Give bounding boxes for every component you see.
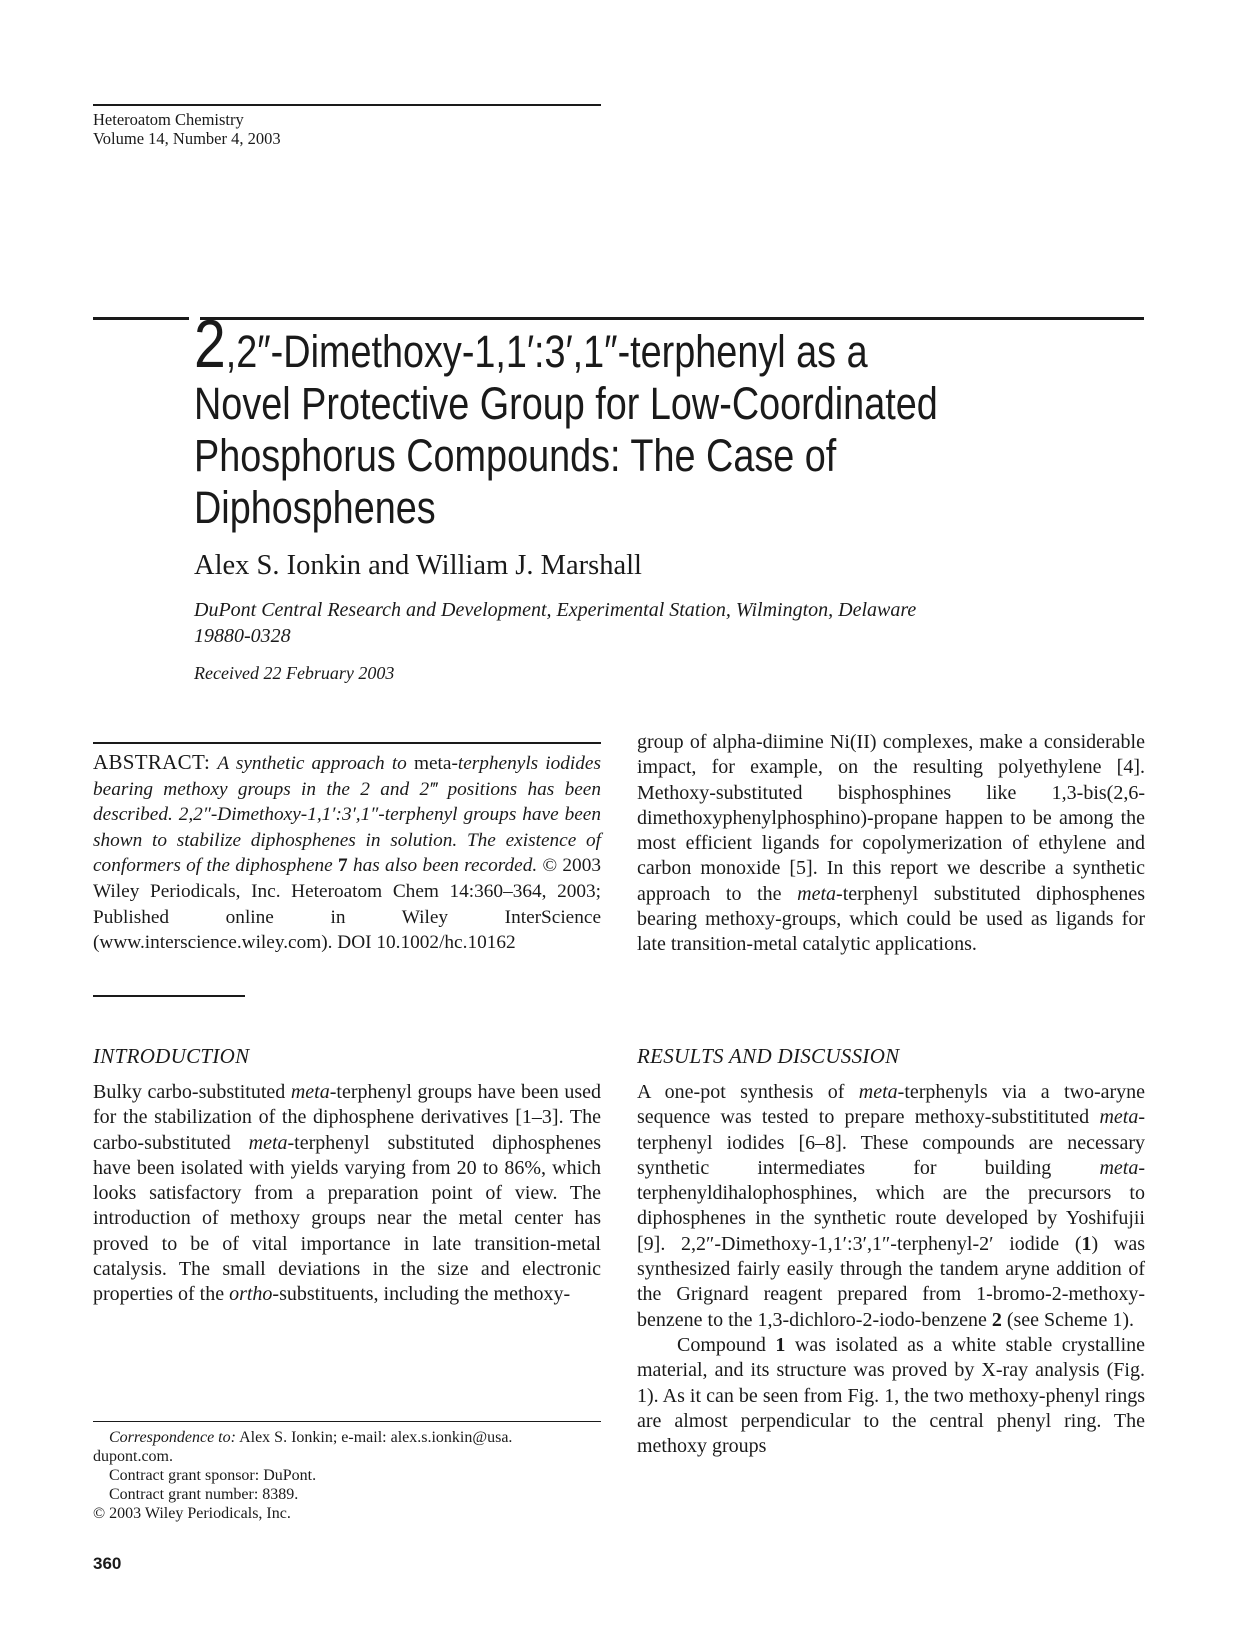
results-paragraph-1 bbox=[637, 1080, 1145, 1333]
footnote-grant-number: Contract grant number: 8389. bbox=[109, 1486, 299, 1503]
right-column-top bbox=[637, 730, 1145, 958]
title-line-1 bbox=[194, 306, 1000, 382]
results-paragraph-2 bbox=[637, 1333, 1145, 1459]
results-body bbox=[637, 1080, 1145, 1459]
abstract-label: ABSTRACT: bbox=[93, 750, 211, 774]
abstract-text-3: -terphenyls iodides bearing methoxy groups in the 2 and 2‴ positions has been described. 2,2″-Dimethoxy-1,1′:3′,1″-terphenyl groups have been shown to stabilize diphosphenes in solution. The existence of conformers of the diphosphene bbox=[93, 753, 601, 877]
footnote-copyright: © 2003 Wiley Periodicals, Inc. bbox=[93, 1505, 291, 1522]
results-p2-compound: 1 bbox=[775, 1333, 786, 1356]
affiliation-line-2: 19880-0328 bbox=[194, 625, 291, 647]
results-text-c: -terphenyls via a two-aryne sequence was tested to prepare methoxy-substitituted bbox=[637, 1081, 1146, 1129]
footnote-correspondence-cont: dupont.com. bbox=[93, 1448, 173, 1465]
journal-name: Heteroatom Chemistry bbox=[93, 110, 244, 129]
affiliation bbox=[194, 597, 1094, 649]
title-dropcap: 2 bbox=[194, 306, 226, 382]
footnote-sponsor: Contract grant sponsor: DuPont. bbox=[109, 1467, 317, 1484]
results-p2-text-a: Compound bbox=[677, 1333, 766, 1356]
footnote-correspondence bbox=[93, 1428, 601, 1447]
footnotes bbox=[93, 1421, 601, 1523]
received-date: Received 22 February 2003 bbox=[194, 663, 395, 683]
abstract-citation: © 2003 Wiley Periodicals, Inc. Heteroatom Chem 14:360–364, 2003; Published online in Wiley InterScience (www.interscience.wiley.com). DOI 10.1002/hc.10162 bbox=[93, 855, 601, 954]
results-text-a: A one-pot synthesis of bbox=[637, 1081, 845, 1103]
results-text-b: meta bbox=[858, 1081, 898, 1103]
title-line-4: Diphosphenes bbox=[194, 482, 436, 533]
affiliation-line-1: DuPont Central Research and Development, Experimental Station, Wilmington, Delaware bbox=[194, 599, 917, 621]
journal-volume: Volume 14, Number 4, 2003 bbox=[93, 129, 281, 148]
intro-text-e: -terphenyl substituted diphosphenes have been isolated with yields varying from 20 to 86%, which looks satisfactory from a preparation point of view. The introduction of methoxy groups near the metal center has proved to be of vital importance in late transition-metal catalysis. The small deviations in the size and electronic properties of the bbox=[93, 1131, 601, 1306]
footnote-corr-label: Correspondence to: bbox=[109, 1429, 236, 1446]
right-top-paragraph bbox=[637, 730, 1145, 958]
results-text-k: (see Scheme 1). bbox=[1006, 1308, 1135, 1331]
abstract-text-1: A synthetic approach to bbox=[217, 753, 407, 774]
right-top-text-a: group of alpha-diimine Ni(II) complexes, make a considerable impact, for example, on the resulting polyethylene [4]. Methoxy-substituted bisphosphines like 1,3-bis(2,6-dimethoxyphenylphosphino)-propane happen to be among the most efficient ligands for copolymerization of ethylene and carbon monoxide [5]. In this report we describe a synthetic approach to the bbox=[637, 731, 1145, 905]
introduction-heading: INTRODUCTION bbox=[93, 1044, 250, 1068]
introduction-paragraph bbox=[93, 1080, 601, 1308]
abstract-end-rule bbox=[93, 995, 245, 997]
results-p2-text-c: was isolated as a white stable crystalline material, and its structure was proved by X-ray analysis (Fig. 1). As it can be seen from Fig. 1, the two methoxy-phenyl rings are almost perpendicular to the central phenyl ring. The methoxy groups bbox=[637, 1333, 1146, 1458]
abstract-text-2: meta bbox=[413, 753, 452, 774]
intro-text-b: meta bbox=[290, 1081, 330, 1103]
results-text-g: -terphenyldihalophosphines, which are the precursors to diphosphenes in the synthetic route developed by Yoshifujii [9]. 2,2″-Dimethoxy-1,1′:3′,1″-terphenyl-2′ iodide ( bbox=[637, 1156, 1145, 1255]
right-top-text-c: -terphenyl substituted diphosphenes bearing methoxy-groups, which could be used as ligands for late transition-metal catalytic applications. bbox=[637, 882, 1146, 956]
results-text-d: meta bbox=[1099, 1106, 1139, 1129]
abstract-compound: 7 bbox=[338, 855, 348, 877]
journal-header bbox=[93, 104, 601, 148]
title-line-3: Phosphorus Compounds: The Case of bbox=[194, 430, 837, 481]
title-line-2: Novel Protective Group for Low-Coordinated bbox=[194, 378, 938, 429]
results-compound-1: 1 bbox=[1081, 1232, 1092, 1255]
introduction-body bbox=[93, 1080, 601, 1308]
intro-text-c: -terphenyl groups have been used for the stabilization of the diphosphene derivatives [1–3]. The carbo-substituted bbox=[93, 1081, 601, 1154]
intro-text-g: -substituents, including the methoxy- bbox=[272, 1283, 571, 1306]
intro-text-d: meta bbox=[248, 1131, 288, 1154]
intro-text-a: Bulky carbo-substituted bbox=[93, 1081, 286, 1103]
results-text-e: -terphenyl iodides [6–8]. These compounds are necessary synthetic intermediates for building bbox=[637, 1106, 1145, 1179]
right-top-text-b: meta bbox=[797, 882, 837, 905]
abstract bbox=[93, 742, 601, 956]
abstract-text-5: has also been recorded. bbox=[352, 855, 538, 877]
results-heading: RESULTS AND DISCUSSION bbox=[637, 1044, 900, 1068]
authors: Alex S. Ionkin and William J. Marshall bbox=[194, 550, 642, 581]
results-text-f: meta bbox=[1099, 1156, 1139, 1179]
title-rule-left bbox=[93, 317, 189, 320]
page-number: 360 bbox=[93, 1554, 122, 1573]
results-compound-2: 2 bbox=[991, 1308, 1002, 1331]
title-line-1-rest: ,2″-Dimethoxy-1,1′:3′,1″-terphenyl as a bbox=[225, 326, 868, 377]
results-text-i: ) was synthesized fairly easily through the tandem aryne addition of the Grignard reagent prepared from 1-bromo-2-methoxy-benzene to the 1,3-dichloro-2-iodo-benzene bbox=[637, 1232, 1145, 1331]
footnote-corr-text: Alex S. Ionkin; e-mail: alex.s.ionkin@usa. bbox=[239, 1429, 513, 1446]
article-title bbox=[194, 306, 1000, 534]
intro-text-f: ortho bbox=[229, 1283, 273, 1306]
